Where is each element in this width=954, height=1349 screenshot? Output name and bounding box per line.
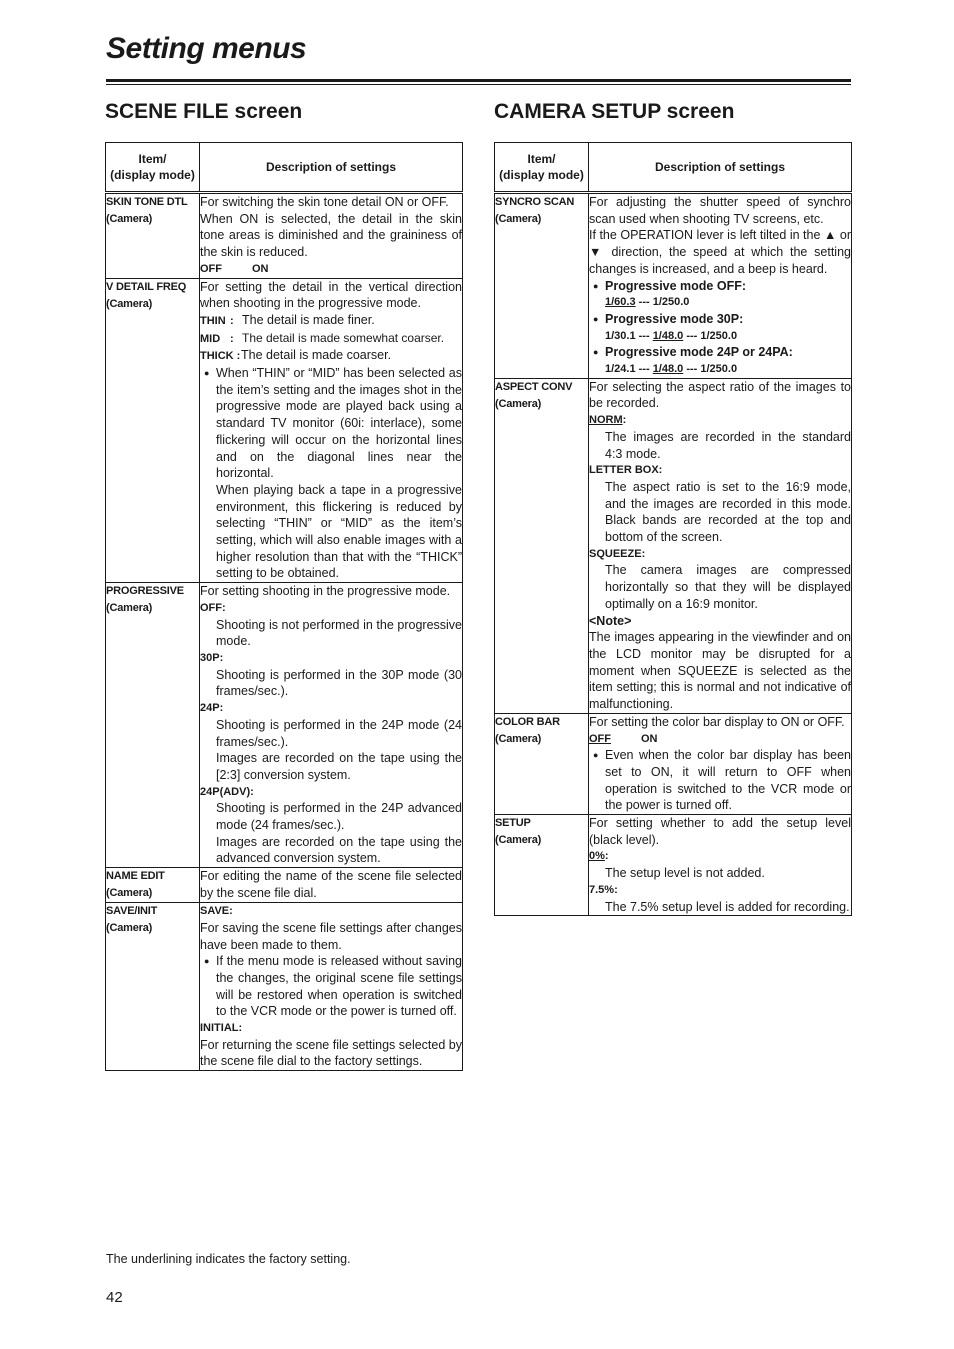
item-setup: SETUP (Camera) bbox=[495, 815, 589, 916]
desc-syncro-scan: For adjusting the shutter speed of synchro scan used when shooting TV screens, etc. If the OPERATION lever is left tilted in the ▲ or ▼ direction, the speed at which the setting changes is increased, and a beep is heard. ● Progressive mode OFF: 1/60.3 --- 1/250.0 ● Progressive mode 30P: 1/30.1 --- 1/48.0 --- 1/250.0 ● Progressive mode 24P or 24PA: 1/24.1 --- 1/48.0 --- 1/250.0 bbox=[589, 193, 852, 379]
item-aspect-conv: ASPECT CONV (Camera) bbox=[495, 378, 589, 713]
header-description: Description of settings bbox=[589, 143, 852, 193]
item-v-detail-freq: V DETAIL FREQ (Camera) bbox=[106, 278, 200, 583]
title-rule-thick bbox=[106, 79, 851, 82]
desc-save-init: SAVE: For saving the scene file settings after changes have been made to them. ● If the menu mode is released without saving the changes, the original scene file settings will be restored when operation is switched to the VCR mode or the power is turned off. INITIAL: For returning the scene file settings selected by the scene file dial to the factory settings. bbox=[200, 903, 463, 1071]
table-header bbox=[106, 143, 463, 193]
footnote: The underlining indicates the factory setting. bbox=[106, 1252, 351, 1266]
table-row bbox=[106, 583, 463, 868]
item-skin-tone-dtl: SKIN TONE DTL (Camera) bbox=[106, 193, 200, 279]
desc-v-detail-freq: For setting the detail in the vertical direction when shooting in the progressive mode. THIN : The detail is made finer. MID : The detail is made somewhat coarser. THICK :The detail is made coarser. ● When “THIN” or “MID” has been selected as the item’s setting and the images shot in the progressive mode are played back using a standard TV monitor (60i: interlace), some flickering will occur on the horizontal lines and on the diagonal lines near the horizontal. When playing back a tape in a progressive environment, this flickering is reduced by selecting “THIN” or “MID” as the item’s setting, which will also enable images with a higher resolution than that with the “THICK” setting to be obtained. bbox=[200, 278, 463, 583]
desc-progressive: For setting shooting in the progressive mode. OFF: Shooting is not performed in the progressive mode. 30P: Shooting is performed in the 30P mode (30 frames/sec.). 24P: Shooting is performed in the 24P mode (24 frames/sec.). Images are recorded on the tape using the [2:3] conversion system. 24P(ADV): Shooting is performed in the 24P advanced mode (24 frames/sec.). Images are recorded on the tape using the advanced conversion system. bbox=[200, 583, 463, 868]
table-row bbox=[495, 378, 852, 713]
desc-aspect-conv: For selecting the aspect ratio of the images to be recorded. NORM: The images are recorded in the standard 4:3 mode. LETTER BOX: The aspect ratio is set to the 16:9 mode, and the images are recorded in this mode. Black bands are recorded at the top and bottom of the screen. SQUEEZE: The camera images are compressed horizontally so that they will be displayed optimally on a 16:9 monitor. <Note> The images appearing in the viewfinder and on the LCD monitor may be disrupted for a moment when SQUEEZE is selected as the item setting; this is normal and not indicative of malfunctioning. bbox=[589, 378, 852, 713]
item-save-init: SAVE/INIT (Camera) bbox=[106, 903, 200, 1071]
table-row bbox=[106, 868, 463, 903]
table-row bbox=[495, 193, 852, 379]
table-row bbox=[495, 713, 852, 814]
page-title: Setting menus bbox=[106, 32, 307, 65]
page-number: 42 bbox=[106, 1289, 123, 1306]
table-row bbox=[106, 193, 463, 279]
scene-file-table bbox=[105, 142, 463, 1071]
header-description: Description of settings bbox=[200, 143, 463, 193]
title-rule-thin bbox=[106, 84, 851, 85]
table-header bbox=[495, 143, 852, 193]
table-row bbox=[106, 278, 463, 583]
item-name-edit: NAME EDIT (Camera) bbox=[106, 868, 200, 903]
camera-setup-title: CAMERA SETUP screen bbox=[494, 100, 735, 123]
scene-file-title: SCENE FILE screen bbox=[105, 100, 303, 123]
item-progressive: PROGRESSIVE (Camera) bbox=[106, 583, 200, 868]
desc-name-edit: For editing the name of the scene file selected by the scene file dial. bbox=[200, 868, 463, 903]
header-item: Item/ (display mode) bbox=[106, 143, 200, 193]
header-item: Item/ (display mode) bbox=[495, 143, 589, 193]
item-color-bar: COLOR BAR (Camera) bbox=[495, 713, 589, 814]
item-syncro-scan: SYNCRO SCAN (Camera) bbox=[495, 193, 589, 379]
desc-skin-tone-dtl: For switching the skin tone detail ON or OFF. When ON is selected, the detail in the skin tone areas is diminished and the graininess of the skin is reduced. OFF ON bbox=[200, 193, 463, 279]
table-row bbox=[106, 903, 463, 1071]
table-row bbox=[495, 815, 852, 916]
desc-color-bar: For setting the color bar display to ON or OFF. OFF ON ● Even when the color bar display has been set to ON, it will return to OFF when operation is switched to the VCR mode or the power is turned off. bbox=[589, 713, 852, 814]
camera-setup-table bbox=[494, 142, 852, 916]
desc-setup: For setting whether to add the setup level (black level). 0%: The setup level is not added. 7.5%: The 7.5% setup level is added for recording. bbox=[589, 815, 852, 916]
